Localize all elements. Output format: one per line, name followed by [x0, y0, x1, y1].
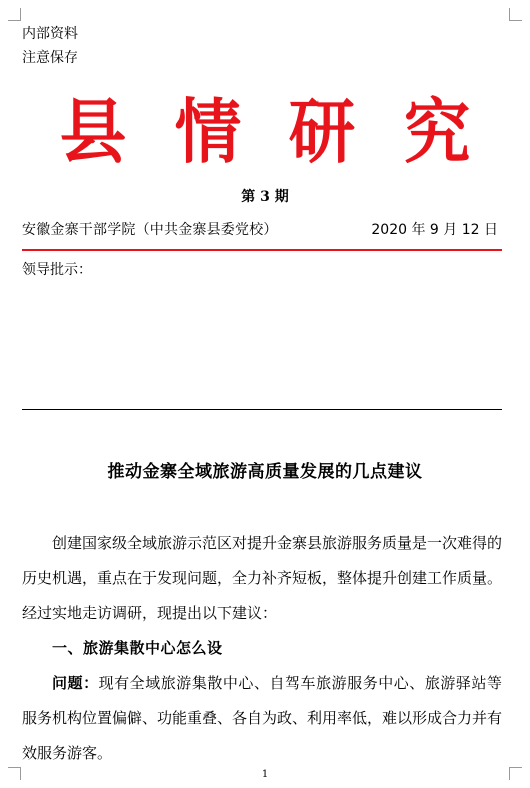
publish-date: 2020 年 9 月 12 日 — [371, 222, 498, 238]
section-heading: 一、旅游集散中心怎么设 — [52, 639, 223, 657]
intro-paragraph: 创建国家级全域旅游示范区对提升金寨县旅游服务质量是一次难得的历史机遇，重点在于发现问题，全力补齐短板，整体提升创建工作质量。经过实地走访调研，现提出以下建议： — [22, 534, 503, 622]
masthead-char: 情 — [174, 90, 241, 173]
problem-label: 问题： — [52, 674, 99, 692]
corner-mark-top-right — [509, 8, 522, 21]
publisher-org: 安徽金寨干部学院（中共金寨县委党校） — [22, 222, 278, 238]
masthead-char: 研 — [289, 90, 356, 173]
leader-comment-label: 领导批示： — [22, 262, 92, 278]
red-divider — [22, 249, 502, 251]
corner-mark-top-left — [8, 8, 21, 21]
problem-text: 现有全域旅游集散中心、自驾车旅游服务中心、旅游驿站等服务机构位置偏僻、功能重叠、各自为政、利用率低，难以形成合力并有效服务游客。 — [22, 674, 503, 762]
masthead-char: 县 — [59, 90, 127, 173]
masthead-char: 究 — [403, 90, 471, 173]
article-title: 推动金寨全域旅游高质量发展的几点建议 — [107, 462, 423, 482]
masthead-title — [22, 92, 508, 172]
issue-number: 第 3 期 — [241, 189, 289, 205]
black-divider — [22, 409, 502, 410]
page-number: 1 — [261, 769, 269, 780]
save-notice-label: 注意保存 — [22, 50, 78, 66]
classification-label: 内部资料 — [22, 26, 78, 42]
article-body — [22, 526, 502, 771]
problem-paragraph — [22, 666, 502, 771]
